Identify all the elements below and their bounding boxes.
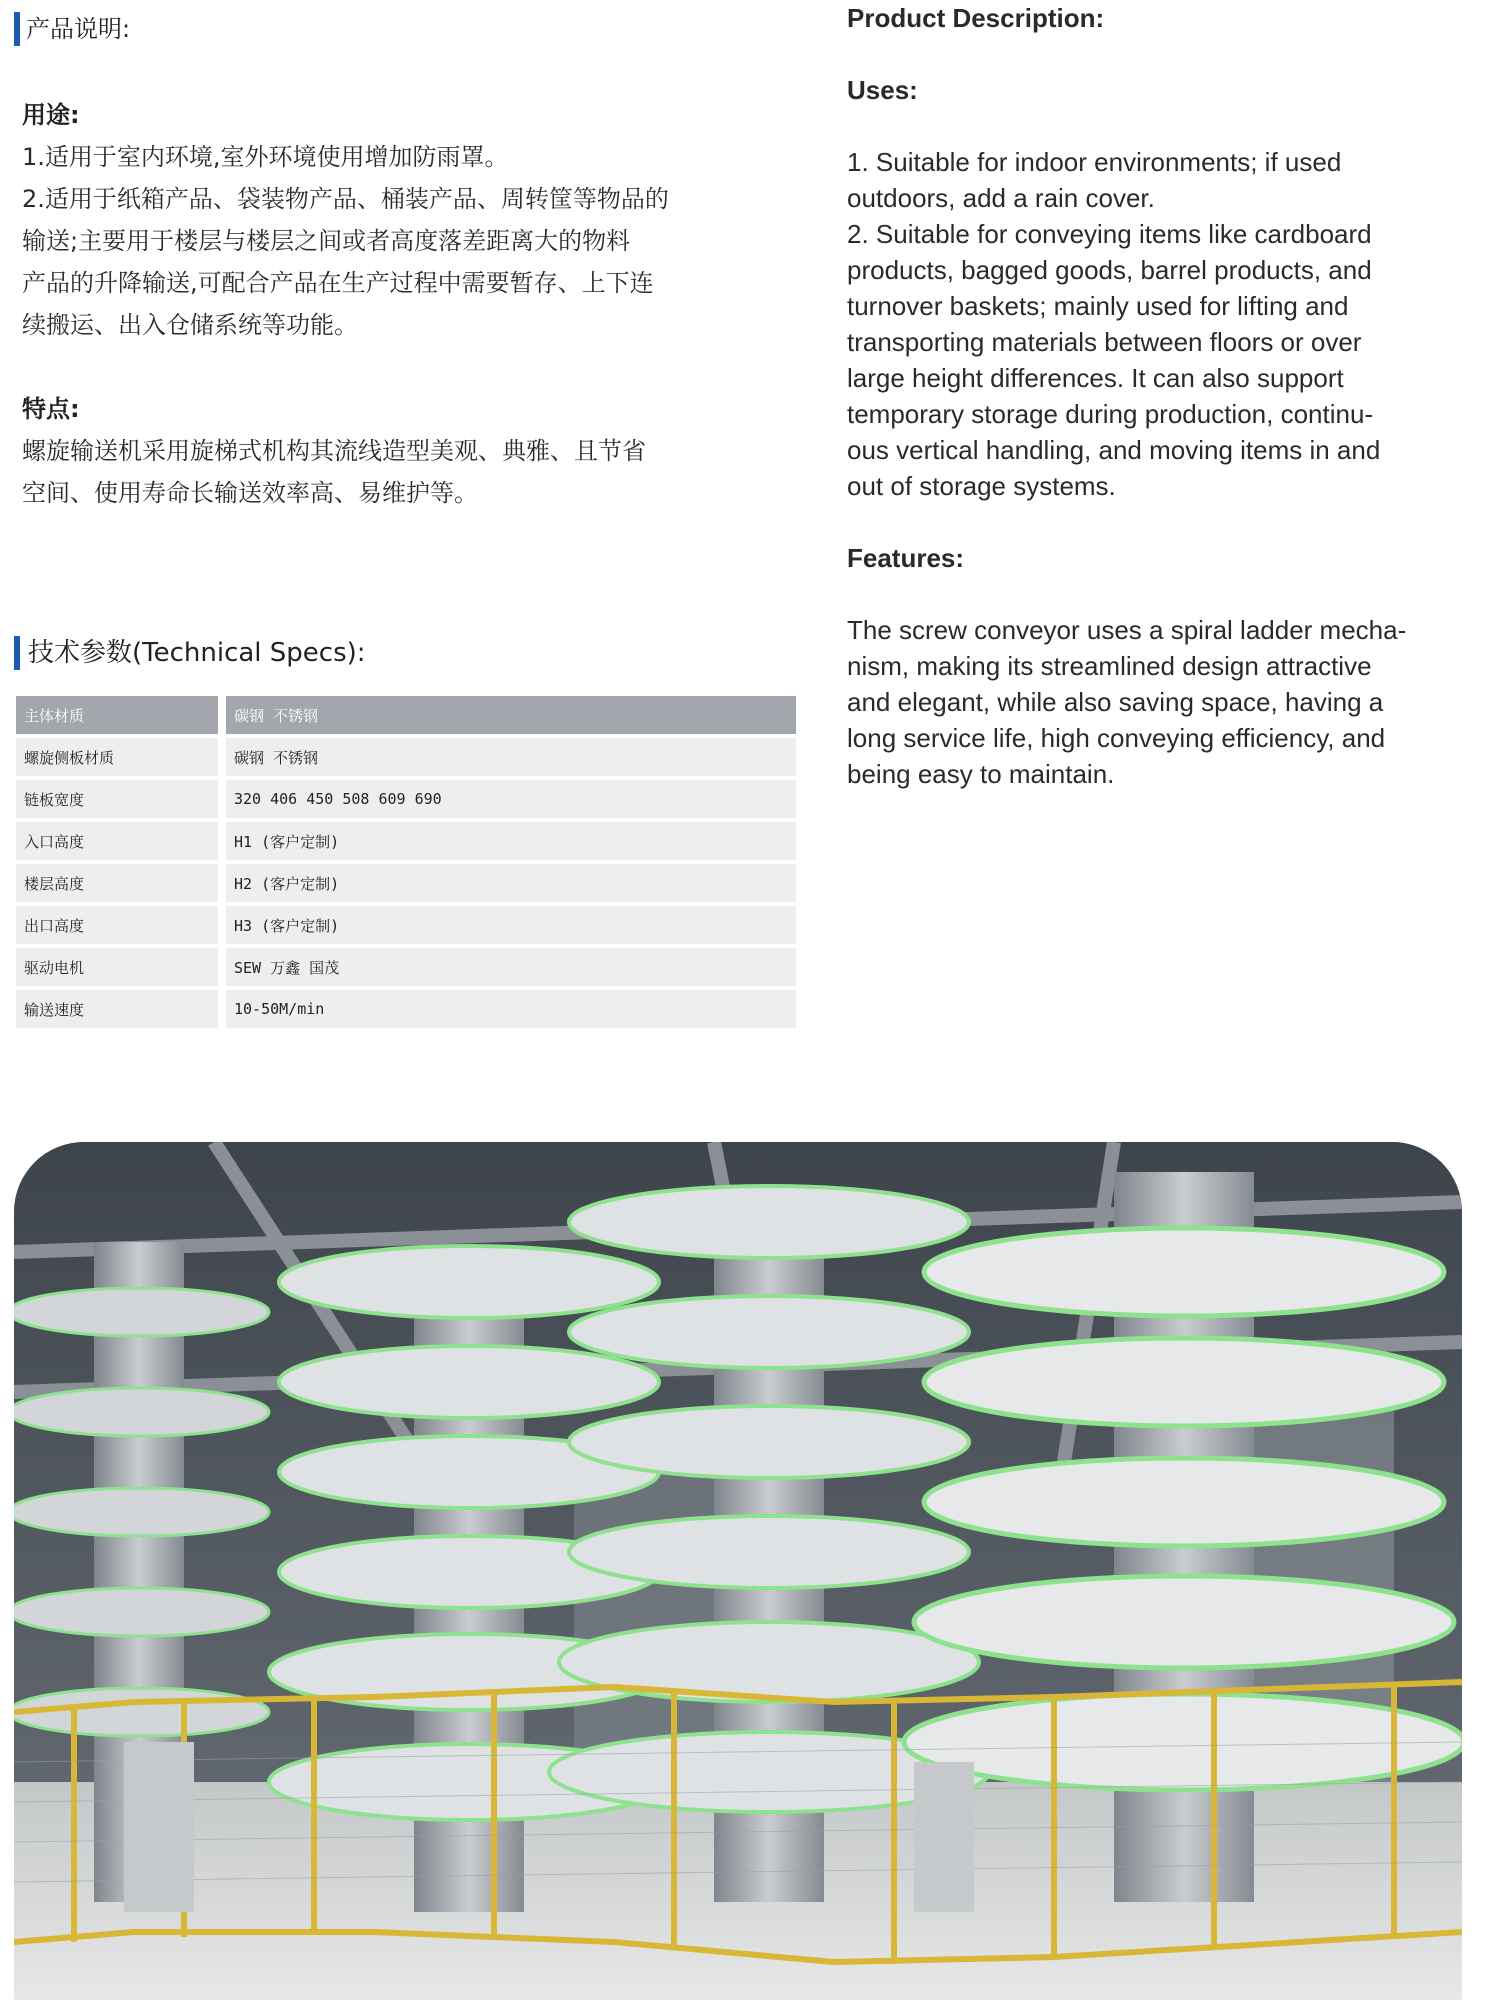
en-features-heading: Features: (847, 543, 965, 573)
spacer (847, 36, 1487, 72)
spec-value: H1 (客户定制) (226, 822, 796, 860)
control-cabinet (914, 1762, 974, 1912)
cn-uses-section (22, 94, 762, 346)
en-features-line: The screw conveyor uses a spiral ladder mecha- (847, 615, 1407, 645)
en-features-line: long service life, high conveying efficiency, and (847, 723, 1386, 753)
en-uses-line: temporary storage during production, continu- (847, 399, 1374, 429)
cn-section-title: 产品说明: (14, 12, 130, 46)
spec-value: H2 (客户定制) (226, 864, 796, 902)
spec-value: 碳钢 不锈钢 (226, 696, 796, 734)
cn-uses-line: 产品的升降输送,可配合产品在生产过程中需要暂存、上下连 (22, 269, 654, 297)
specs-title: 技术参数(Technical Specs): (14, 636, 366, 670)
specs-table (16, 692, 796, 1032)
spacer (847, 504, 1487, 540)
en-uses-line: turnover baskets; mainly used for lifting and (847, 291, 1349, 321)
spacer (847, 108, 1487, 144)
cn-features-section (22, 388, 762, 514)
table-row (16, 990, 796, 1028)
en-title: Product Description: (847, 3, 1105, 33)
spec-value: 碳钢 不锈钢 (226, 738, 796, 776)
spec-key: 主体材质 (16, 696, 226, 734)
spec-value: 320 406 450 508 609 690 (226, 780, 796, 818)
spec-key: 输送速度 (16, 990, 226, 1028)
cn-features-heading: 特点: (22, 395, 80, 423)
spec-key: 入口高度 (16, 822, 226, 860)
en-uses-line: ous vertical handling, and moving items in and (847, 435, 1381, 465)
control-cabinet (124, 1742, 194, 1912)
table-row (16, 948, 796, 986)
en-features-line: being easy to maintain. (847, 759, 1115, 789)
cn-uses-line: 续搬运、出入仓储系统等功能。 (22, 311, 358, 339)
spiral-conveyor-illustration (14, 1142, 1462, 2000)
cn-uses-heading: 用途: (22, 101, 80, 129)
en-uses-line: large height differences. It can also support (847, 363, 1344, 393)
cn-uses-line: 输送;主要用于楼层与楼层之间或者高度落差距离大的物料 (22, 227, 631, 255)
en-uses-line: products, bagged goods, barrel products, and (847, 255, 1372, 285)
cn-features-line: 空间、使用寿命长输送效率高、易维护等。 (22, 479, 478, 507)
table-row (16, 780, 796, 818)
spec-key: 链板宽度 (16, 780, 226, 818)
spec-key: 驱动电机 (16, 948, 226, 986)
spec-key: 楼层高度 (16, 864, 226, 902)
cn-uses-line: 2.适用于纸箱产品、袋装物产品、桶装产品、周转筐等物品的 (22, 185, 669, 213)
spec-value: 10-50M/min (226, 990, 796, 1028)
en-features-line: and elegant, while also saving space, having a (847, 687, 1384, 717)
spec-value: H3 (客户定制) (226, 906, 796, 944)
spec-value: SEW 万鑫 国茂 (226, 948, 796, 986)
en-uses-line: 2. Suitable for conveying items like cardboard (847, 219, 1372, 249)
table-row (16, 822, 796, 860)
table-row (16, 906, 796, 944)
table-row (16, 696, 796, 734)
table-row (16, 738, 796, 776)
en-features-line: nism, making its streamlined design attractive (847, 651, 1372, 681)
en-uses-line: out of storage systems. (847, 471, 1116, 501)
en-uses-line: 1. Suitable for indoor environments; if used (847, 147, 1342, 177)
en-uses-line: outdoors, add a rain cover. (847, 183, 1155, 213)
cn-uses-line: 1.适用于室内环境,室外环境使用增加防雨罩。 (22, 143, 509, 171)
spec-key: 螺旋侧板材质 (16, 738, 226, 776)
table-row (16, 864, 796, 902)
spacer (847, 576, 1487, 612)
en-uses-line: transporting materials between floors or over (847, 327, 1362, 357)
cn-features-line: 螺旋输送机采用旋梯式机构其流线造型美观、典雅、且节省 (22, 437, 646, 465)
spec-key: 出口高度 (16, 906, 226, 944)
product-photo (14, 1142, 1462, 2000)
en-uses-heading: Uses: (847, 75, 918, 105)
en-description (847, 0, 1487, 792)
